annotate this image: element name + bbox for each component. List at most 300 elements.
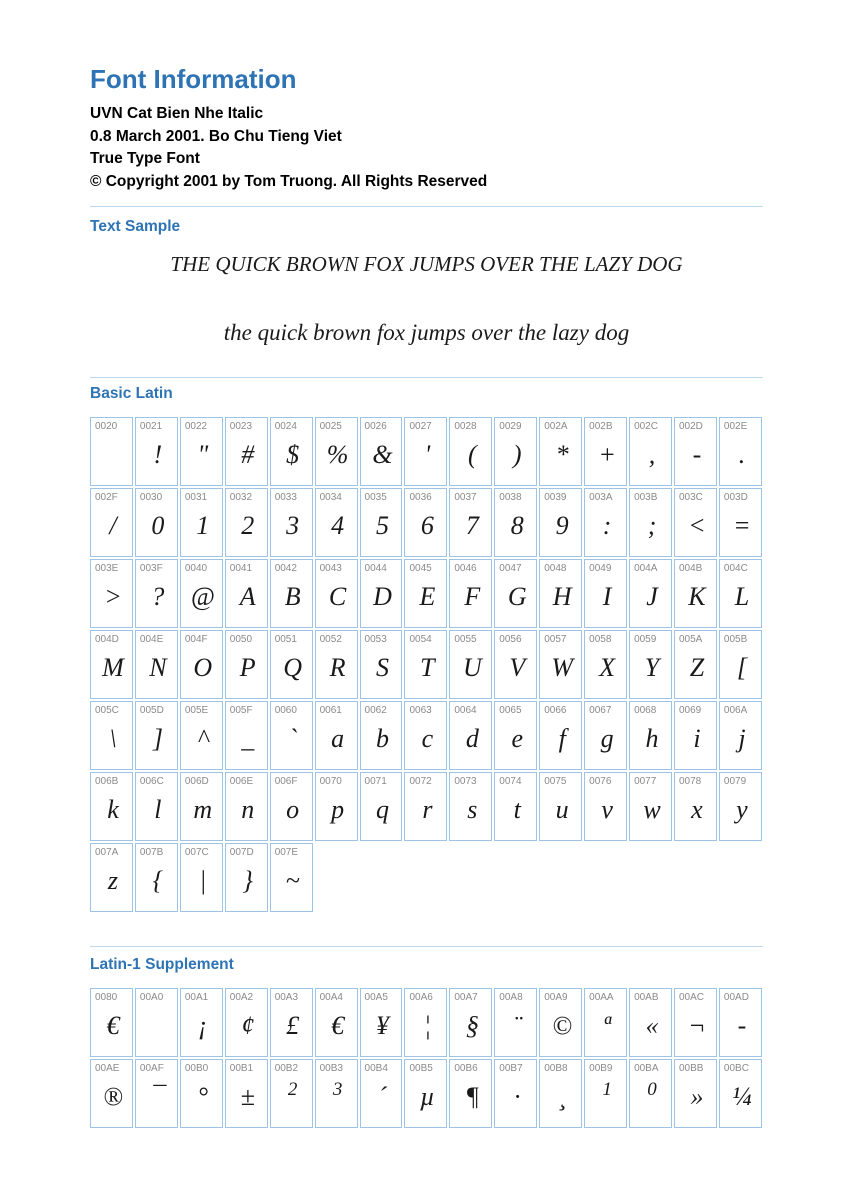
glyph: h bbox=[645, 724, 659, 753]
glyph-cell-0048 bbox=[539, 559, 582, 628]
glyph: K bbox=[688, 582, 706, 611]
glyph bbox=[95, 435, 131, 475]
codepoint-label: 007B bbox=[139, 847, 164, 858]
codepoint-label: 0046 bbox=[454, 563, 477, 574]
codepoint-label: 007C bbox=[184, 847, 209, 858]
glyph-cell-002A bbox=[539, 417, 582, 486]
glyph: : bbox=[602, 511, 612, 540]
glyph-cell-00A8 bbox=[494, 988, 537, 1057]
glyph: ¸ bbox=[557, 1082, 567, 1111]
glyph-cell-0080 bbox=[90, 988, 133, 1057]
codepoint-label: 00AD bbox=[723, 992, 749, 1003]
glyph-cell-0073 bbox=[449, 772, 492, 841]
glyph: 9 bbox=[555, 511, 569, 540]
codepoint-label: 005B bbox=[723, 634, 748, 645]
glyph-row bbox=[90, 417, 762, 486]
glyph bbox=[140, 1006, 176, 1046]
glyph-cell-003E bbox=[90, 559, 133, 628]
glyph-cell-0063 bbox=[404, 701, 447, 770]
glyph: ! bbox=[153, 440, 163, 469]
codepoint-label: 00AE bbox=[95, 1063, 120, 1074]
codepoint-label: 0035 bbox=[364, 492, 387, 503]
glyph: > bbox=[104, 582, 122, 611]
glyph-cell-0035 bbox=[360, 488, 403, 557]
codepoint-label: 006B bbox=[95, 776, 119, 787]
glyph-cell-00AD bbox=[719, 988, 762, 1057]
text-sample-heading: Text Sample bbox=[90, 218, 181, 235]
glyph-cell-0053 bbox=[360, 630, 403, 699]
glyph: g bbox=[600, 724, 614, 753]
glyph: µ bbox=[419, 1082, 435, 1111]
codepoint-label: 00B5 bbox=[409, 1063, 433, 1074]
codepoint-label: 004D bbox=[95, 634, 119, 645]
glyph: y bbox=[736, 795, 748, 824]
glyph-cell-006D bbox=[180, 772, 223, 841]
glyph: 8 bbox=[510, 511, 524, 540]
codepoint-label: 0073 bbox=[454, 776, 477, 787]
glyph: 5 bbox=[375, 511, 389, 540]
codepoint-label: 00A9 bbox=[544, 992, 568, 1003]
glyph-cell-00BA bbox=[629, 1059, 672, 1128]
glyph: { bbox=[152, 866, 164, 895]
glyph: I bbox=[602, 582, 612, 611]
glyph: = bbox=[733, 511, 751, 540]
glyph-cell-004C bbox=[719, 559, 762, 628]
codepoint-label: 002E bbox=[723, 421, 748, 432]
section-basic-latin bbox=[90, 377, 763, 914]
glyph: a bbox=[331, 724, 345, 753]
codepoint-label: 0050 bbox=[229, 634, 253, 645]
codepoint-label: 0052 bbox=[319, 634, 342, 645]
glyph-cell-007D bbox=[225, 843, 268, 912]
glyph: O bbox=[193, 653, 213, 682]
glyph: \ bbox=[109, 724, 117, 753]
glyph-cell-00B6 bbox=[449, 1059, 492, 1128]
glyph-cell-0078 bbox=[674, 772, 717, 841]
glyph: % bbox=[326, 440, 349, 469]
glyph: [ bbox=[736, 653, 748, 682]
glyph-cell-00B0 bbox=[180, 1059, 223, 1128]
glyph: D bbox=[373, 582, 392, 611]
codepoint-label: 0071 bbox=[364, 776, 387, 787]
glyph-cell-0076 bbox=[584, 772, 627, 841]
codepoint-label: 00A4 bbox=[319, 992, 343, 1003]
glyph: ¢ bbox=[241, 1011, 255, 1040]
glyph: H bbox=[552, 582, 572, 611]
glyph-cell-0051 bbox=[270, 630, 313, 699]
glyph-cell-00AE bbox=[90, 1059, 133, 1128]
glyph-cell-0029 bbox=[494, 417, 537, 486]
codepoint-label: 00A7 bbox=[454, 992, 478, 1003]
glyph-cell-0043 bbox=[315, 559, 358, 628]
glyph-cell-0038 bbox=[494, 488, 537, 557]
glyph-cell-005C bbox=[90, 701, 133, 770]
glyph: r bbox=[422, 795, 433, 824]
glyph-cell-0061 bbox=[315, 701, 358, 770]
glyph-cell-0026 bbox=[360, 417, 403, 486]
latin1-supplement-table bbox=[88, 986, 764, 1130]
codepoint-label: 0080 bbox=[95, 992, 118, 1003]
glyph: c bbox=[421, 724, 434, 753]
glyph-cell-0031 bbox=[180, 488, 223, 557]
glyph-row bbox=[90, 988, 762, 1057]
glyph-cell-0070 bbox=[315, 772, 358, 841]
glyph-cell-003C bbox=[674, 488, 717, 557]
codepoint-label: 0078 bbox=[678, 776, 702, 787]
glyph: € bbox=[331, 1011, 345, 1040]
glyph-cell-0034 bbox=[315, 488, 358, 557]
codepoint-label: 00AB bbox=[634, 992, 659, 1003]
glyph-cell-0069 bbox=[674, 701, 717, 770]
codepoint-label: 005C bbox=[95, 705, 119, 716]
codepoint-label: 00A3 bbox=[274, 992, 299, 1003]
glyph: 0 bbox=[647, 1079, 657, 1100]
glyph-cell-00AB bbox=[629, 988, 672, 1057]
codepoint-label: 007A bbox=[95, 847, 119, 858]
glyph-cell-0042 bbox=[270, 559, 313, 628]
glyph-cell-0028 bbox=[449, 417, 492, 486]
codepoint-label: 0031 bbox=[184, 492, 208, 503]
codepoint-label: 005A bbox=[678, 634, 703, 645]
glyph-cell-004E bbox=[135, 630, 178, 699]
codepoint-label: 003C bbox=[678, 492, 703, 503]
glyph: . bbox=[738, 440, 746, 469]
glyph: T bbox=[420, 653, 435, 682]
section-text-sample bbox=[90, 206, 763, 347]
codepoint-label: 0079 bbox=[723, 776, 747, 787]
glyph-cell-0068 bbox=[629, 701, 672, 770]
glyph-cell-002D bbox=[674, 417, 717, 486]
glyph: ^ bbox=[197, 724, 209, 753]
glyph-cell-0036 bbox=[404, 488, 447, 557]
codepoint-label: 0065 bbox=[499, 705, 522, 716]
codepoint-label: 0048 bbox=[544, 563, 567, 574]
glyph: e bbox=[511, 724, 524, 753]
codepoint-label: 0038 bbox=[499, 492, 522, 503]
glyph: ' bbox=[424, 440, 431, 469]
codepoint-label: 0076 bbox=[589, 776, 612, 787]
glyph: 6 bbox=[420, 511, 434, 540]
glyph: 2 bbox=[241, 511, 255, 540]
glyph-cell-0065 bbox=[494, 701, 537, 770]
glyph: v bbox=[601, 795, 613, 824]
glyph-cell-007B bbox=[135, 843, 178, 912]
glyph: X bbox=[599, 653, 616, 682]
glyph: | bbox=[199, 866, 207, 895]
glyph-cell-0041 bbox=[225, 559, 268, 628]
codepoint-label: 005E bbox=[184, 705, 209, 716]
codepoint-label: 00A0 bbox=[139, 992, 164, 1003]
glyph-cell-0021 bbox=[135, 417, 178, 486]
glyph: b bbox=[375, 724, 389, 753]
glyph: " bbox=[197, 440, 209, 469]
latin1-supplement-heading: Latin-1 Supplement bbox=[90, 956, 234, 973]
glyph: ¶ bbox=[465, 1082, 480, 1111]
glyph: ¼ bbox=[732, 1082, 752, 1111]
glyph: L bbox=[734, 582, 750, 611]
glyph: q bbox=[375, 795, 389, 824]
codepoint-label: 00AA bbox=[589, 992, 614, 1003]
codepoint-label: 00B0 bbox=[184, 1063, 209, 1074]
glyph: n bbox=[241, 795, 255, 824]
codepoint-label: 0047 bbox=[499, 563, 522, 574]
glyph: ¥ bbox=[375, 1011, 389, 1040]
glyph-cell-00A5 bbox=[360, 988, 403, 1057]
codepoint-label: 0020 bbox=[95, 421, 118, 432]
codepoint-label: 0063 bbox=[409, 705, 432, 716]
codepoint-label: 00B3 bbox=[319, 1063, 343, 1074]
glyph-cell-0056 bbox=[494, 630, 537, 699]
glyph-cell-0024 bbox=[270, 417, 313, 486]
codepoint-label: 0030 bbox=[139, 492, 163, 503]
glyph: j bbox=[738, 724, 746, 753]
glyph: 4 bbox=[331, 511, 345, 540]
glyph-cell-007C bbox=[180, 843, 223, 912]
glyph-cell-00A7 bbox=[449, 988, 492, 1057]
codepoint-label: 006D bbox=[184, 776, 209, 787]
codepoint-label: 005F bbox=[229, 705, 253, 716]
codepoint-label: 0045 bbox=[409, 563, 432, 574]
codepoint-label: 003F bbox=[139, 563, 163, 574]
codepoint-label: 00BC bbox=[723, 1063, 749, 1074]
glyph-cell-0047 bbox=[494, 559, 537, 628]
glyph: ® bbox=[103, 1082, 123, 1111]
glyph: € bbox=[106, 1011, 120, 1040]
glyph: $ bbox=[286, 440, 300, 469]
font-copyright: © Copyright 2001 by Tom Truong. All Rights Reserved bbox=[90, 172, 488, 190]
codepoint-label: 005D bbox=[139, 705, 164, 716]
glyph: w bbox=[643, 795, 661, 824]
codepoint-label: 00A8 bbox=[499, 992, 523, 1003]
glyph: « bbox=[645, 1011, 659, 1040]
codepoint-label: 00AC bbox=[678, 992, 704, 1003]
codepoint-label: 002F bbox=[95, 492, 118, 503]
glyph: Y bbox=[644, 653, 660, 682]
codepoint-label: 0037 bbox=[454, 492, 477, 503]
glyph: 3 bbox=[286, 511, 300, 540]
codepoint-label: 0054 bbox=[409, 634, 432, 645]
glyph: ´ bbox=[378, 1082, 387, 1111]
font-type: True Type Font bbox=[90, 150, 200, 167]
empty-filler bbox=[315, 843, 762, 912]
glyph-cell-00B5 bbox=[404, 1059, 447, 1128]
glyph-cell-00B1 bbox=[225, 1059, 268, 1128]
glyph: · bbox=[514, 1082, 521, 1111]
glyph-cell-0040 bbox=[180, 559, 223, 628]
glyph: f bbox=[558, 724, 566, 753]
glyph: / bbox=[109, 511, 117, 540]
glyph: B bbox=[284, 582, 301, 611]
glyph: P bbox=[239, 653, 256, 682]
glyph-cell-0049 bbox=[584, 559, 627, 628]
codepoint-label: 0039 bbox=[544, 492, 567, 503]
codepoint-label: 007E bbox=[274, 847, 299, 858]
codepoint-label: 0029 bbox=[499, 421, 522, 432]
glyph: M bbox=[102, 653, 124, 682]
glyph: * bbox=[555, 440, 569, 469]
codepoint-label: 00AF bbox=[139, 1063, 164, 1074]
codepoint-label: 00B4 bbox=[364, 1063, 388, 1074]
glyph: ° bbox=[197, 1082, 208, 1111]
glyph-cell-00A6 bbox=[404, 988, 447, 1057]
glyph-cell-003D bbox=[719, 488, 762, 557]
codepoint-label: 0027 bbox=[409, 421, 432, 432]
glyph: o bbox=[286, 795, 300, 824]
glyph-row bbox=[90, 772, 762, 841]
glyph-cell-0050 bbox=[225, 630, 268, 699]
glyph: 1 bbox=[196, 511, 210, 540]
codepoint-label: 004F bbox=[184, 634, 208, 645]
codepoint-label: 002B bbox=[589, 421, 613, 432]
codepoint-label: 0041 bbox=[229, 563, 253, 574]
glyph: s bbox=[467, 795, 478, 824]
glyph-cell-0077 bbox=[629, 772, 672, 841]
codepoint-label: 0075 bbox=[544, 776, 567, 787]
glyph-cell-007E bbox=[270, 843, 313, 912]
glyph-cell-0074 bbox=[494, 772, 537, 841]
codepoint-label: 0056 bbox=[499, 634, 522, 645]
glyph-cell-00A1 bbox=[180, 988, 223, 1057]
glyph: @ bbox=[190, 582, 215, 611]
glyph: ? bbox=[151, 582, 165, 611]
glyph-cell-0059 bbox=[629, 630, 672, 699]
glyph-cell-003A bbox=[584, 488, 627, 557]
codepoint-label: 0077 bbox=[634, 776, 657, 787]
codepoint-label: 0058 bbox=[589, 634, 612, 645]
glyph-row bbox=[90, 630, 762, 699]
codepoint-label: 006C bbox=[139, 776, 164, 787]
codepoint-label: 00BB bbox=[678, 1063, 704, 1074]
glyph-cell-0025 bbox=[315, 417, 358, 486]
glyph: © bbox=[552, 1011, 573, 1040]
glyph-cell-00AA bbox=[584, 988, 627, 1057]
glyph-cell-0079 bbox=[719, 772, 762, 841]
glyph: Q bbox=[283, 653, 303, 682]
codepoint-label: 0022 bbox=[184, 421, 208, 432]
glyph-cell-0037 bbox=[449, 488, 492, 557]
glyph: # bbox=[241, 440, 255, 469]
font-name: UVN Cat Bien Nhe Italic bbox=[90, 105, 264, 122]
glyph: 2 bbox=[287, 1079, 298, 1100]
codepoint-label: 00A6 bbox=[409, 992, 433, 1003]
glyph-row bbox=[90, 701, 762, 770]
glyph-cell-007A bbox=[90, 843, 133, 912]
glyph-cell-006F bbox=[270, 772, 313, 841]
codepoint-label: 0053 bbox=[364, 634, 387, 645]
glyph-cell-0046 bbox=[449, 559, 492, 628]
codepoint-label: 0025 bbox=[319, 421, 342, 432]
glyph-cell-0058 bbox=[584, 630, 627, 699]
glyph: ) bbox=[512, 440, 522, 469]
glyph-cell-00B3 bbox=[315, 1059, 358, 1128]
codepoint-label: 003B bbox=[634, 492, 658, 503]
glyph-cell-0020 bbox=[90, 417, 133, 486]
glyph-row bbox=[90, 1059, 762, 1128]
glyph-cell-0075 bbox=[539, 772, 582, 841]
codepoint-label: 0024 bbox=[274, 421, 297, 432]
glyph: ¨ bbox=[512, 1011, 522, 1040]
glyph-cell-0023 bbox=[225, 417, 268, 486]
glyph: N bbox=[149, 653, 167, 682]
codepoint-label: 00A5 bbox=[364, 992, 388, 1003]
glyph-cell-0032 bbox=[225, 488, 268, 557]
glyph-cell-0022 bbox=[180, 417, 223, 486]
glyph: d bbox=[465, 724, 479, 753]
glyph-cell-006B bbox=[90, 772, 133, 841]
glyph: J bbox=[646, 582, 658, 611]
glyph-cell-00B8 bbox=[539, 1059, 582, 1128]
codepoint-label: 00BA bbox=[634, 1063, 659, 1074]
codepoint-label: 00B8 bbox=[544, 1063, 568, 1074]
glyph-cell-0057 bbox=[539, 630, 582, 699]
glyph-cell-0055 bbox=[449, 630, 492, 699]
glyph-cell-00BC bbox=[719, 1059, 762, 1128]
glyph-cell-005B bbox=[719, 630, 762, 699]
glyph: 7 bbox=[465, 511, 479, 540]
glyph: F bbox=[464, 582, 481, 611]
glyph-cell-00A4 bbox=[315, 988, 358, 1057]
codepoint-label: 003A bbox=[589, 492, 613, 503]
codepoint-label: 0049 bbox=[589, 563, 612, 574]
glyph: m bbox=[193, 795, 213, 824]
glyph-cell-0027 bbox=[404, 417, 447, 486]
glyph: ¬ bbox=[688, 1011, 706, 1040]
codepoint-label: 0066 bbox=[544, 705, 567, 716]
glyph: ( bbox=[468, 440, 477, 469]
glyph-cell-002E bbox=[719, 417, 762, 486]
glyph: i bbox=[693, 724, 701, 753]
glyph: E bbox=[419, 582, 436, 611]
glyph: C bbox=[328, 582, 347, 611]
codepoint-label: 0064 bbox=[454, 705, 477, 716]
glyph: 3 bbox=[332, 1079, 343, 1100]
pangram-uppercase: THE QUICK BROWN FOX JUMPS OVER THE LAZY DOG bbox=[170, 252, 683, 276]
glyph: < bbox=[688, 511, 706, 540]
codepoint-label: 0026 bbox=[364, 421, 387, 432]
codepoint-label: 0068 bbox=[634, 705, 657, 716]
glyph-cell-002B bbox=[584, 417, 627, 486]
glyph: ¯ bbox=[151, 1082, 165, 1111]
glyph-cell-0062 bbox=[360, 701, 403, 770]
codepoint-label: 0072 bbox=[409, 776, 432, 787]
codepoint-label: 006F bbox=[274, 776, 298, 787]
glyph: ± bbox=[240, 1082, 255, 1111]
glyph: ; bbox=[647, 511, 657, 540]
glyph: l bbox=[154, 795, 162, 824]
glyph-cell-00B7 bbox=[494, 1059, 537, 1128]
glyph-cell-006A bbox=[719, 701, 762, 770]
glyph: - bbox=[737, 1011, 747, 1040]
glyph: A bbox=[239, 582, 256, 611]
codepoint-label: 004B bbox=[678, 563, 703, 574]
glyph-cell-00A9 bbox=[539, 988, 582, 1057]
codepoint-label: 0021 bbox=[139, 421, 163, 432]
glyph: ] bbox=[152, 724, 163, 753]
codepoint-label: 002A bbox=[544, 421, 568, 432]
codepoint-label: 004A bbox=[634, 563, 658, 574]
glyph-cell-0060 bbox=[270, 701, 313, 770]
glyph-cell-005F bbox=[225, 701, 268, 770]
codepoint-label: 0069 bbox=[678, 705, 702, 716]
glyph-cell-005A bbox=[674, 630, 717, 699]
glyph-row bbox=[90, 843, 762, 912]
codepoint-label: 002D bbox=[678, 421, 703, 432]
codepoint-label: 0034 bbox=[319, 492, 342, 503]
glyph-cell-006C bbox=[135, 772, 178, 841]
glyph: } bbox=[242, 866, 253, 895]
glyph-cell-0044 bbox=[360, 559, 403, 628]
glyph-row bbox=[90, 559, 762, 628]
